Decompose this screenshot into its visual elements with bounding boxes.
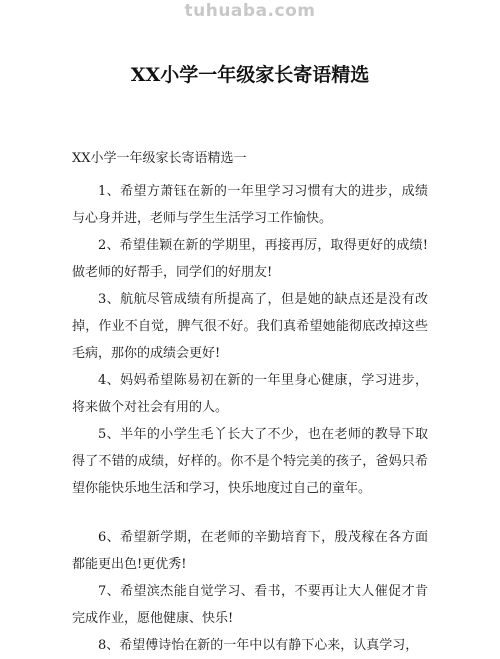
paragraph-1: 1、希望方萧钰在新的一年里学习习惯有大的进步，成绩与心身并进，老师与学生生活学习工作愉快。 [72,184,428,226]
document-body [72,150,428,659]
watermark-text: tuhuaba.com [184,1,316,21]
paragraph-4: 4、妈妈希望陈易初在新的一年里身心健康，学习进步，将来做个对社会有用的人。 [72,373,428,415]
document-title: XX小学一年级家长寄语精选 [130,64,370,86]
document-subtitle: XX小学一年级家长寄语精选一 [72,151,247,166]
paragraph-8: 8、希望傅诗怡在新的一年中以有静下心来，认真学习， [98,638,419,653]
paragraph-3: 3、航航尽管成绩有所提高了，但是她的缺点还是没有改掉，作业不自觉，脾气很不好。我们真希望她能彻底改掉这些毛病，那你的成绩会更好! [72,292,428,361]
paragraph-6: 6、希望新学期，在老师的辛勤培育下，殷茂稼在各方面都能更出色!更优秀! [72,530,428,572]
paragraph-2: 2、希望佳颖在新的学期里，再接再厉，取得更好的成绩!做老师的好帮手，同学们的好朋友! [72,238,428,280]
paragraph-5: 5、半年的小学生毛丫长大了不少，也在老师的教导下取得了不错的成绩，好样的。你不是个特完美的孩子，爸妈只希望你能快乐地生活和学习，快乐地度过自己的童年。 [72,427,428,496]
paragraph-7: 7、希望滨杰能自觉学习、看书，不要再让大人催促才肯完成作业，愿他健康、快乐! [72,584,428,626]
